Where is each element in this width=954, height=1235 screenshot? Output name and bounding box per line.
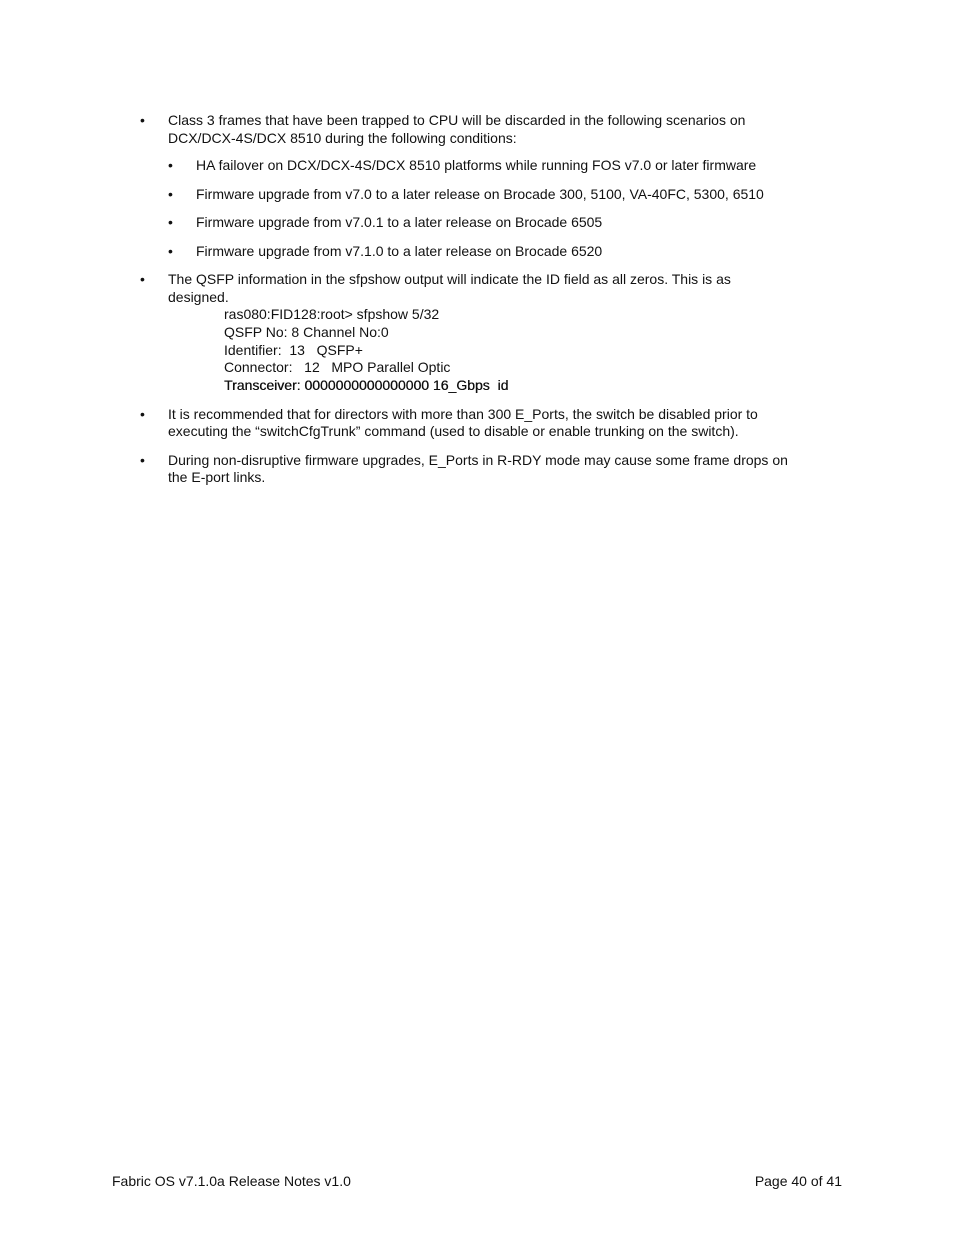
notes-bullet-list (140, 112, 790, 498)
bullet-icon: • (168, 185, 173, 202)
sub-item (168, 214, 790, 232)
code-line: Connector: 12 MPO Parallel Optic (224, 359, 451, 376)
sub-item (168, 157, 790, 175)
footer-page-number: Page 40 of 41 (754, 1173, 842, 1189)
note-item-qsfp (140, 271, 790, 395)
sub-item-text: Firmware upgrade from v7.0.1 to a later release on Brocade 6505 (196, 214, 603, 230)
note-item-rrdy (140, 452, 790, 487)
code-line: ras080:FID128:root> sfpshow 5/32 (224, 306, 440, 322)
sub-item (168, 186, 790, 204)
note-text: It is recommended that for directors with more than 300 E_Ports, the switch be disabled prior to executing the “switchCfgTrunk” command (used to disable or enable trunking on the switch). (168, 405, 758, 440)
sfpshow-output-block (224, 306, 790, 395)
bullet-icon: • (168, 157, 173, 173)
code-line: Identifier: 13 QSFP+ (224, 341, 363, 358)
bullet-icon: • (140, 271, 145, 287)
note-text: During non-disruptive firmware upgrades, E_Ports in R-RDY mode may cause some frame drops on the E-port links. (168, 451, 788, 486)
sub-item (168, 243, 790, 261)
bullet-icon: • (140, 112, 145, 128)
note-text: Class 3 frames that have been trapped to CPU will be discarded in the following scenarios on DCX/DCX-4S/DCX 8510 during the following conditions: (168, 112, 746, 146)
bullet-icon: • (140, 451, 145, 468)
note-item-switchcfgtrunk (140, 406, 790, 441)
note-item-class3-frames (140, 112, 790, 260)
footer-document-title: Fabric OS v7.1.0a Release Notes v1.0 (112, 1173, 351, 1189)
code-line: QSFP No: 8 Channel No:0 (224, 323, 389, 340)
sub-item-text: Firmware upgrade from v7.1.0 to a later release on Brocade 6520 (196, 242, 603, 259)
code-line-transceiver: Transceiver: 0000000000000000 16_Gbps id (224, 377, 509, 394)
sub-item-text: HA failover on DCX/DCX-4S/DCX 8510 platforms while running FOS v7.0 or later firmware (196, 157, 757, 173)
sub-item-text: Firmware upgrade from v7.0 to a later release on Brocade 300, 5100, VA-40FC, 5300, 6510 (196, 185, 764, 202)
bullet-icon: • (168, 242, 173, 259)
bullet-icon: • (140, 405, 145, 422)
note-text: The QSFP information in the sfpshow output will indicate the ID field as all zeros. This is as designed. (168, 271, 731, 305)
scenario-sub-list (168, 157, 790, 260)
bullet-icon: • (168, 214, 173, 230)
